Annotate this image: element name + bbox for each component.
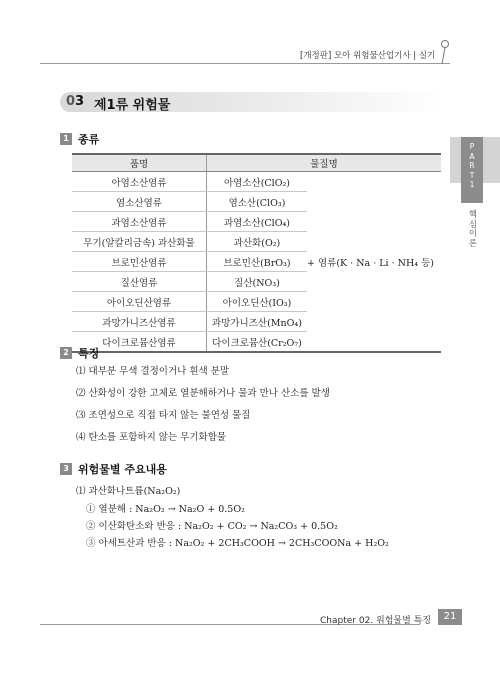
table-header-substance: 물질명 xyxy=(207,154,442,172)
header-book-title: [개정판] 모아 위험물산업기사 | 실기 xyxy=(300,51,436,61)
types-table xyxy=(72,153,441,353)
header-rule xyxy=(40,63,450,64)
reaction-line: ③ 아세트산과 반응 : Na₂O₂ + 2CH₃COOH → 2CH₃COONa + H₂O₂ xyxy=(86,538,389,549)
side-tab-label: 핵 심 이 론 xyxy=(468,210,478,249)
table-cell-category: 질산염류 xyxy=(72,272,207,292)
footer-chapter: Chapter 02. 위험물별 특징 xyxy=(320,616,432,626)
table-cell-substance: 과염소산(ClO₄) xyxy=(207,212,308,232)
page-number: 21 xyxy=(438,609,462,625)
table-header-category: 품명 xyxy=(72,154,207,172)
pin-icon xyxy=(438,38,452,66)
table-cell-category: 아이오딘산염류 xyxy=(72,292,207,312)
table-cell-substance: 다이크로뮴산(Cr₂O₇) xyxy=(207,332,308,353)
table-cell-substance: 과망가니즈산(MnO₄) xyxy=(207,312,308,332)
feature-item: ⑷ 탄소를 포함하지 않는 무기화합물 xyxy=(76,432,227,443)
table-cell-category: 과망가니즈산염류 xyxy=(72,312,207,332)
subheading-number: 2 xyxy=(60,347,72,359)
subheading-number: 3 xyxy=(60,463,72,475)
table-row xyxy=(72,172,441,192)
table-cell-category: 다이크로뮴산염류 xyxy=(72,332,207,353)
subheading-types xyxy=(60,131,99,147)
feature-item: ⑴ 대부분 무색 결정이거나 흰색 분말 xyxy=(76,366,230,377)
subheading-features xyxy=(60,345,99,361)
table-cell-category: 과염소산염류 xyxy=(72,212,207,232)
subheading-title: 종류 xyxy=(78,133,100,146)
table-cell-substance: 과산화(O₂) xyxy=(207,232,308,252)
table-cell-category: 염소산염류 xyxy=(72,192,207,212)
section-title: 제1류 위험물 xyxy=(94,98,171,113)
subheading-main-content xyxy=(60,461,167,477)
reaction-line: ① 열분해 : Na₂O₂ → Na₂O + 0.5O₂ xyxy=(86,504,245,515)
subheading-title: 특징 xyxy=(78,347,100,360)
feature-item: ⑶ 조연성으로 직접 타지 않는 불연성 물질 xyxy=(76,410,251,421)
section-number: 03 xyxy=(66,94,85,109)
table-cell-category: 아염소산염류 xyxy=(72,172,207,192)
reaction-line: ② 이산화탄소와 반응 : Na₂O₂ + CO₂ → Na₂CO₃ + 0.5O₂ xyxy=(86,521,338,532)
table-cell-merged-salts: + 염류(K · Na · Li · NH₄ 등) xyxy=(307,172,441,353)
table-cell-substance: 아이오딘산(IO₃) xyxy=(207,292,308,312)
subheading-title: 위험물별 주요내용 xyxy=(78,463,167,476)
table-cell-category: 무기(알칼리금속) 과산화물 xyxy=(72,232,207,252)
table-cell-category: 브로민산염류 xyxy=(72,252,207,272)
table-cell-substance: 질산(NO₃) xyxy=(207,272,308,292)
table-cell-substance: 아염소산(ClO₂) xyxy=(207,172,308,192)
side-tab-part: P A R T 1 xyxy=(469,142,475,189)
substance-heading: ⑴ 과산화나트륨(Na₂O₂) xyxy=(76,486,181,497)
table-cell-substance: 염소산(ClO₃) xyxy=(207,192,308,212)
feature-item: ⑵ 산화성이 강한 고체로 열분해하거나 물과 만나 산소를 발생 xyxy=(76,388,330,399)
table-cell-substance: 브로민산(BrO₃) xyxy=(207,252,308,272)
subheading-number: 1 xyxy=(60,133,72,145)
